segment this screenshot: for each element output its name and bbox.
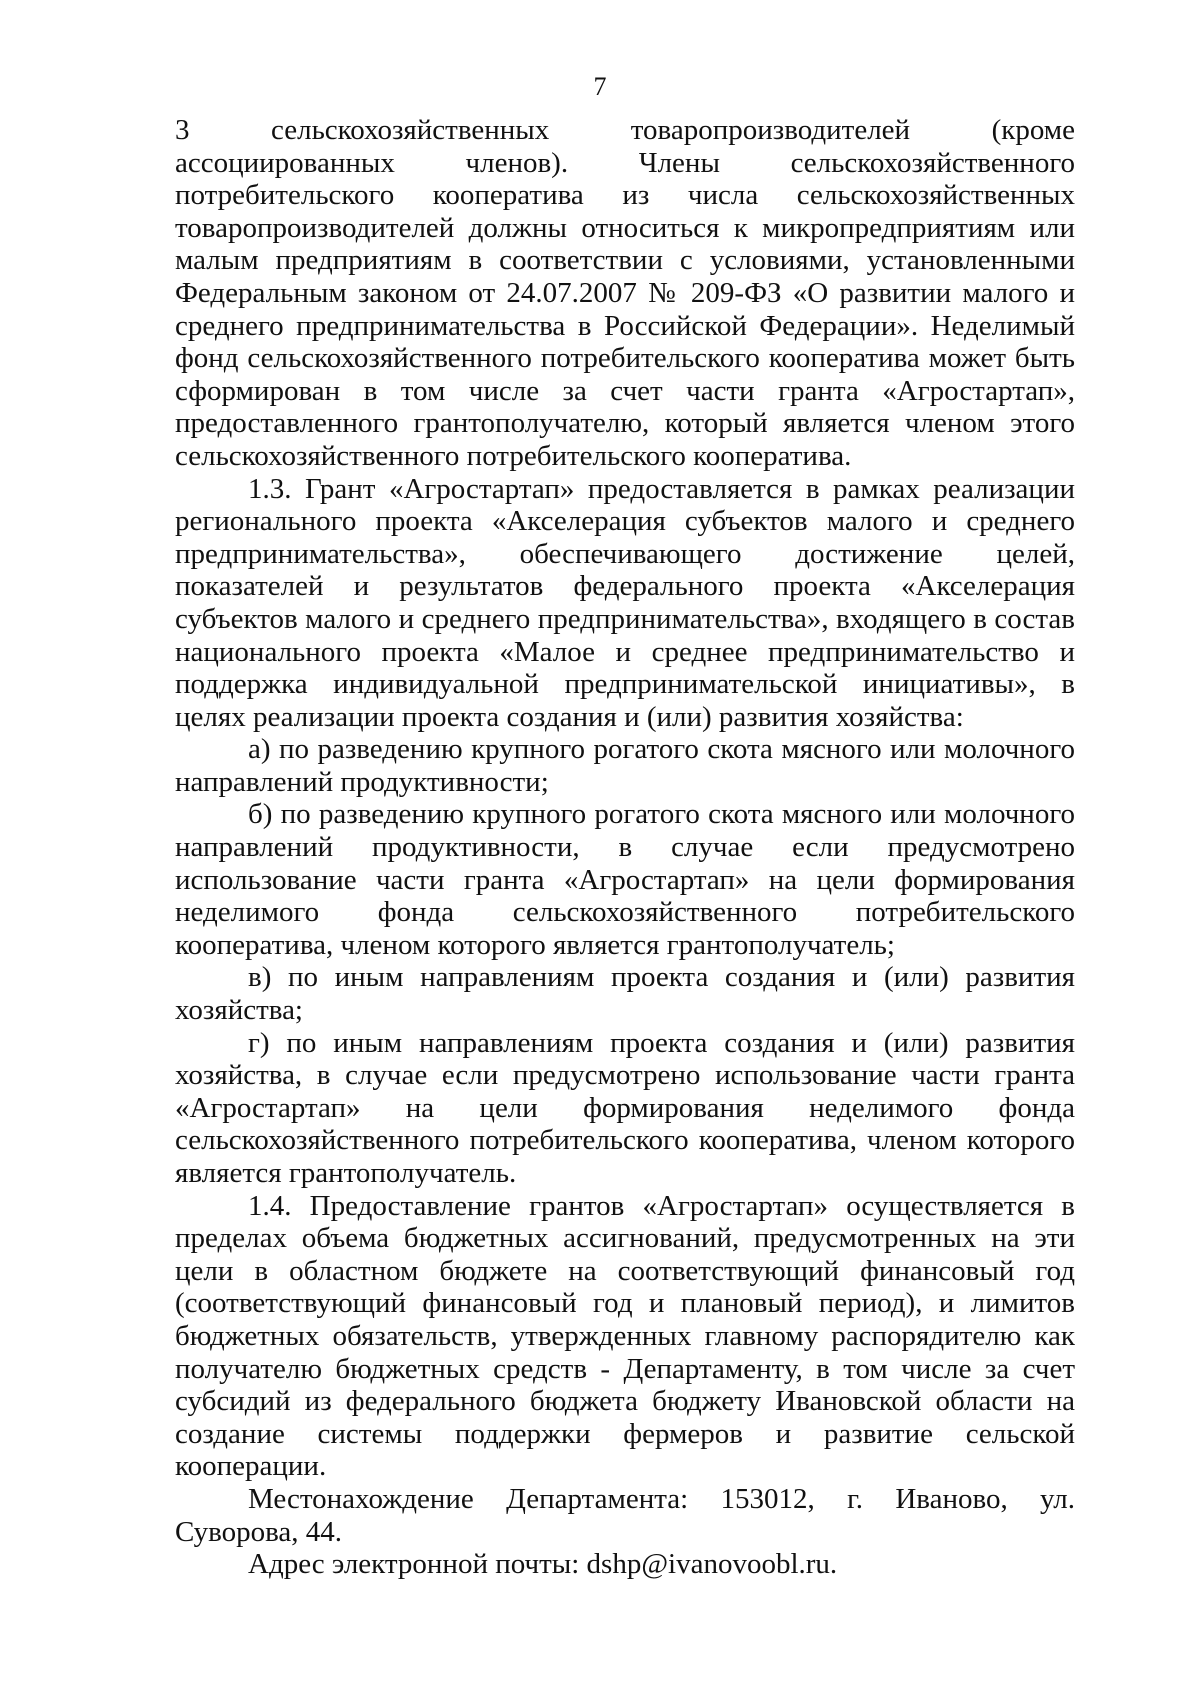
department-location: Местонахождение Департамента: 153012, г. Иваново, ул. Суворова, 44. [175,1482,1075,1548]
paragraph-section-1-4: 1.4. Предоставление грантов «Агростартап» осуществляется в пределах объема бюджетных ассигнований, предусмотренных на эти цели в областном бюджете на соответствующий финансовый год (соответствующий финансовый год и плановый период), и лимитов бюджетных обязательств, утвержденных главному распорядителю как получателю бюджетных средств - Департаменту, в том числе за счет субсидий из федерального бюджета бюджету Ивановской области на создание системы поддержки фермеров и развитие сельской кооперации. [175,1189,1075,1483]
list-item-g: г) по иным направлениям проекта создания и (или) развития хозяйства, в случае если предусмотрено использование части гранта «Агростартап» на цели формирования неделимого фонда сельскохозяйственного потребительского кооператива, членом которого является грантополучатель. [175,1026,1075,1189]
paragraph-section-1-3: 1.3. Грант «Агростартап» предоставляется в рамках реализации регионального проекта «Акселерация субъектов малого и среднего предпринимательства», обеспечивающего достижение целей, показателей и результатов федерального проекта «Акселерация субъектов малого и среднего предпринимательства», входящего в состав национального проекта «Малое и среднее предпринимательство и поддержка индивидуальной предпринимательской инициативы», в целях реализации проекта создания и (или) развития хозяйства: [175,472,1075,733]
document-body [175,114,1075,1581]
list-item-v: в) по иным направлениям проекта создания и (или) развития хозяйства; [175,961,1075,1027]
paragraph-members-continuation: 3 сельскохозяйственных товаропроизводителей (кроме ассоциированных членов). Члены сельскохозяйственного потребительского кооператива из числа сельскохозяйственных товаропроизводителей должны относиться к микропредприятиям или малым предприятиям в соответствии с условиями, установленными Федеральным законом от 24.07.2007 № 209-ФЗ «О развитии малого и среднего предпринимательства в Российской Федерации». Неделимый фонд сельскохозяйственного потребительского кооператива может быть сформирован в том числе за счет части гранта «Агростартап», предоставленного грантополучателю, который является членом этого сельскохозяйственного потребительского кооператива. [175,114,1075,472]
page-number: 7 [593,72,607,101]
list-item-a: а) по разведению крупного рогатого скота мясного или молочного направлений продуктивности; [175,733,1075,798]
list-item-b: б) по разведению крупного рогатого скота мясного или молочного направлений продуктивности, в случае если предусмотрено использование части гранта «Агростартап» на цели формирования неделимого фонда сельскохозяйственного потребительского кооператива, членом которого является грантополучатель; [175,798,1075,961]
email-address: Адрес электронной почты: dshp@ivanovoobl.ru. [248,1548,838,1581]
